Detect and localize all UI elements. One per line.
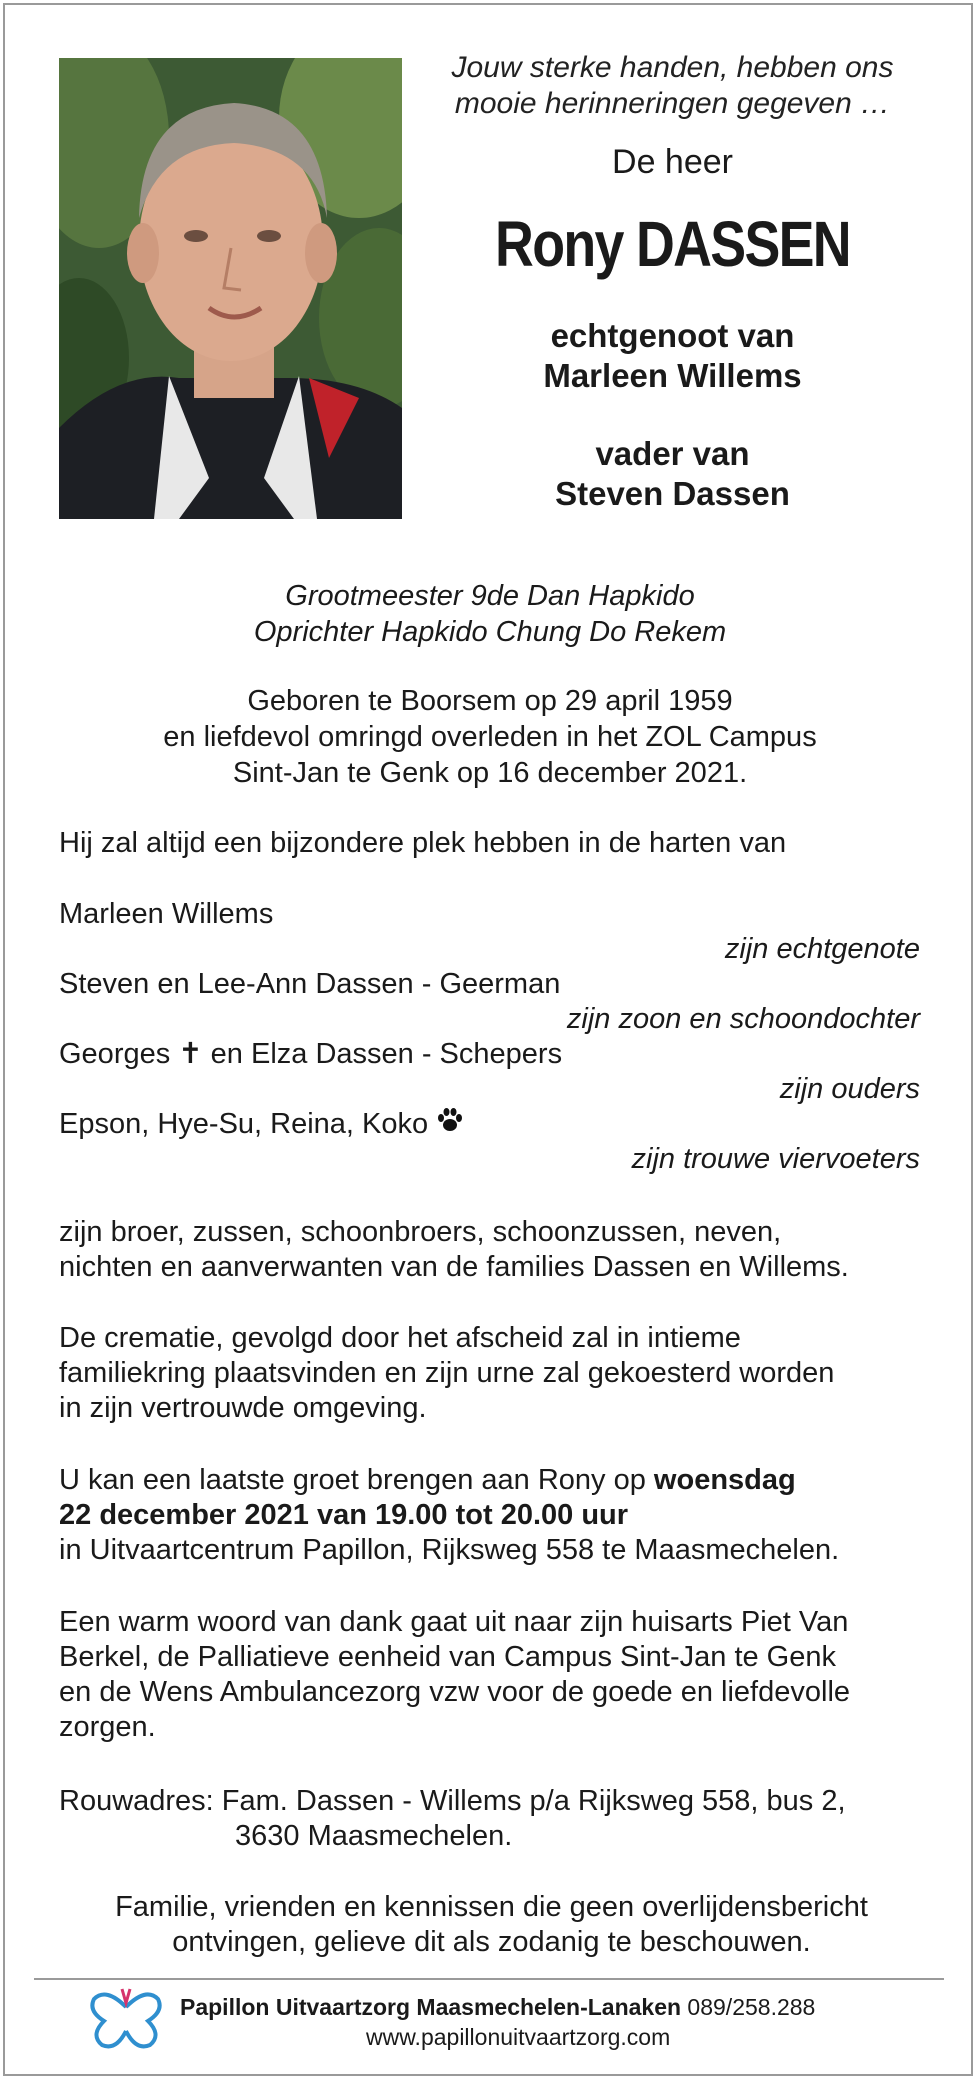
company-phone[interactable]: 089/258.288 (681, 1994, 816, 2020)
text-line: zorgen. (59, 1711, 156, 1743)
distinction-line: Grootmeester 9de Dan Hapkido (285, 580, 695, 612)
visit-datetime: 22 december 2021 van 19.00 tot 20.00 uur (59, 1499, 629, 1531)
mourner-relation: zijn trouwe viervoeters (631, 1143, 920, 1175)
text-line (59, 1463, 924, 1498)
mourner-name (59, 1107, 924, 1142)
text-line: ontvingen, gelieve dit als zodanig te beschouwen. (172, 1926, 811, 1958)
relation-label: vader van (595, 435, 750, 472)
text-line: en de Wens Ambulancezorg vzw voor de goede en liefdevolle (59, 1676, 851, 1708)
footer-divider (34, 1978, 944, 1980)
death-line: Sint-Jan te Genk op 16 december 2021. (232, 757, 748, 789)
cremation-paragraph (59, 1321, 924, 1426)
family-paragraph (59, 1215, 924, 1285)
mourner-name: Marleen Willems (59, 898, 274, 930)
relation-father (420, 434, 925, 514)
thanks-paragraph (59, 1605, 924, 1745)
cross-icon: ✝ (178, 1038, 203, 1070)
quote-line: mooie herinneringen gegeven … (454, 87, 891, 120)
address-line: 3630 Maasmechelen. (235, 1820, 513, 1852)
company-name: Papillon Uitvaartzorg Maasmechelen-Lanaken (180, 1994, 682, 2020)
mourner-name (59, 1037, 924, 1072)
text-line: familiekring plaatsvinden en zijn urne zal gekoesterd worden (59, 1357, 835, 1389)
distinction-line: Oprichter Hapkido Chung Do Rekem (253, 616, 727, 648)
mourner-name-part: Georges (59, 1038, 171, 1070)
footer-company (180, 1992, 940, 2022)
relation-person: Steven Dassen (555, 475, 790, 512)
text-line: Familie, vrienden en kennissen die geen overlijdensbericht (115, 1891, 868, 1923)
text-line: Berkel, de Palliatieve eenheid van Campus Sint-Jan te Genk (59, 1641, 836, 1673)
distinctions (0, 578, 980, 650)
birth-death-info (0, 683, 980, 791)
notice-paragraph (59, 1890, 924, 1960)
birth-line: Geboren te Boorsem op 29 april 1959 (247, 685, 733, 717)
mourners-intro: Hij zal altijd een bijzondere plek hebben in de harten van (59, 827, 787, 859)
company-website[interactable]: www.papillonuitvaartzorg.com (366, 2024, 671, 2050)
mourners-list (59, 897, 924, 1177)
relation-spouse (420, 316, 925, 396)
death-line: en liefdevol omringd overleden in het ZOL Campus (163, 721, 817, 753)
visitation-paragraph (59, 1463, 924, 1568)
text-line: in zijn vertrouwde omgeving. (59, 1392, 427, 1424)
mourning-address (59, 1784, 924, 1854)
visit-day: woensdag (653, 1464, 796, 1496)
mourner-name-part: en Elza Dassen - Schepers (210, 1038, 563, 1070)
mourner-relation: zijn zoon en schoondochter (566, 1003, 920, 1035)
mourner-relation: zijn echtgenote (724, 933, 920, 965)
quote-line: Jouw sterke handen, hebben ons (451, 51, 894, 84)
header-block (420, 50, 925, 514)
mourner-relation: zijn ouders (779, 1073, 920, 1105)
visit-text: U kan een laatste groet brengen aan Rony op (59, 1464, 654, 1496)
text-line: nichten en aanverwanten van de families Dassen en Willems. (59, 1251, 849, 1283)
visit-location: in Uitvaartcentrum Papillon, Rijksweg 558 te Maasmechelen. (59, 1534, 840, 1566)
text-line: zijn broer, zussen, schoonbroers, schoonzussen, neven, (59, 1216, 782, 1248)
text-line: De crematie, gevolgd door het afscheid zal in intieme (59, 1322, 741, 1354)
address-line: Rouwadres: Fam. Dassen - Willems p/a Rijksweg 558, bus 2, (59, 1785, 846, 1817)
honorific: De heer (612, 143, 733, 181)
butterfly-logo-icon (86, 1985, 166, 2055)
text-line: Een warm woord van dank gaat uit naar zijn huisarts Piet Van (59, 1606, 849, 1638)
mourner-name: Steven en Lee-Ann Dassen - Geerman (59, 968, 561, 1000)
paw-icon (436, 1107, 464, 1142)
relation-person: Marleen Willems (543, 357, 802, 394)
mourner-name-part: Epson, Hye-Su, Reina, Koko (59, 1108, 429, 1140)
deceased-name: Rony DASSEN (495, 208, 850, 280)
portrait-photo (59, 58, 402, 519)
relation-label: echtgenoot van (550, 317, 795, 354)
